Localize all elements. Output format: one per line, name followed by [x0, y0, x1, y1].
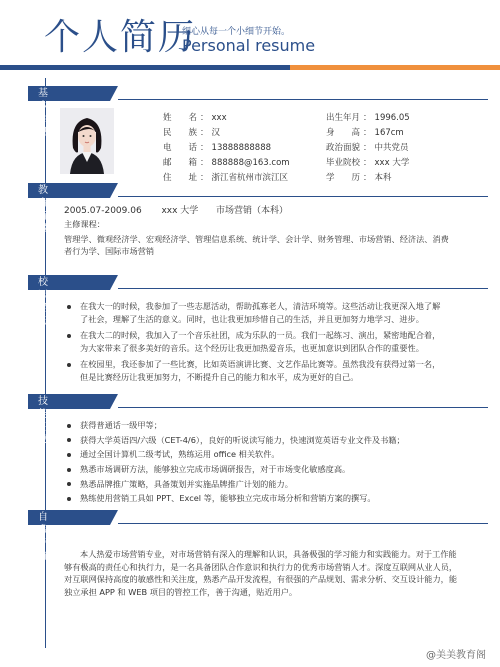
- campus-list: [66, 300, 446, 387]
- education-block: [64, 205, 454, 258]
- list-item: 获得普通话一级甲等；: [66, 419, 446, 432]
- basic-info-right: [326, 112, 410, 184]
- info-row: 学 历 ： 本科: [326, 173, 392, 183]
- list-item: 在我大一的时候，我参加了一些志愿活动，帮助孤寡老人，清洁环境等。这些活动让我更深入地了解了社会，理解了生活的意义。同时，也让我更加珍惜自己的生活，并且更加努力地学习、进步。: [66, 300, 446, 325]
- list-item: 熟练使用营销工具如 PPT、Excel 等，能够独立完成市场分析和营销方案的撰写。: [66, 492, 446, 505]
- list-item: 熟悉品牌推广策略，具备策划并实施品牌推广计划的能力。: [66, 478, 446, 491]
- page-subtitle: 细心从每一个小细节开始。: [182, 27, 291, 37]
- section-title: 教育背景: [38, 185, 48, 235]
- info-row: 民 族 ： 汉: [163, 128, 221, 138]
- list-item: 在校园里，我还参加了一些比赛，比如英语演讲比赛、文艺作品比赛等。虽然我没有获得过第一名，但是比赛经历让我更加努力，不断提升自己的能力和水平，成为更好的自己。: [66, 358, 446, 383]
- page-title-english: Personal resume: [182, 36, 316, 55]
- list-item: 获得大学英语四/六级（CET-4/6），良好的听说读写能力，快速浏览英语专业文件及书籍；: [66, 434, 446, 447]
- education-row: [64, 205, 454, 217]
- section-title: 技能证书: [38, 396, 48, 446]
- list-item: 通过全国计算机二级考试，熟练运用 office 相关软件。: [66, 448, 446, 461]
- info-row: 电 话 ： 13888888888: [163, 143, 272, 153]
- header-bar-orange: [290, 65, 500, 70]
- info-row: 毕业院校 ： xxx 大学: [326, 158, 410, 168]
- skills-list: [66, 419, 446, 507]
- section-title: 校园经历: [38, 277, 48, 327]
- courses-label: 主修课程：: [64, 219, 105, 229]
- watermark: @美美教育阁: [426, 650, 486, 661]
- education-period: 2005.07-2009.06: [64, 206, 142, 216]
- page-title: 个人简历: [44, 17, 197, 58]
- info-row: 出生年月 ： 1996.05: [326, 113, 410, 123]
- list-item: 在我大二的时候，我加入了一个音乐社团，成为乐队的一员。我们一起练习、演出，紧密地配合着，为大家带来了很多美好的音乐。这个经历让我更加热爱音乐，也更加意识到团队合作的重要性。: [66, 329, 446, 354]
- basic-info-left: [163, 112, 290, 184]
- section-title: 自我评价: [38, 512, 48, 562]
- info-row: 政治面貌 ： 中共党员: [326, 143, 409, 153]
- courses-text: 管理学、微观经济学、宏观经济学、管理信息系统、统计学、会计学、财务管理、市场营销、经济法、消费者行为学、国际市场营销: [64, 233, 449, 256]
- info-row: 身 高 ： 167cm: [326, 128, 404, 138]
- section-title: 基本信息: [38, 88, 48, 138]
- education-major: 市场营销（本科）: [216, 206, 289, 216]
- info-row: 住 址 ： 浙江省杭州市滨江区: [163, 173, 289, 183]
- info-row: 姓 名 ： xxx: [163, 113, 227, 123]
- education-school: xxx 大学: [161, 206, 199, 216]
- self-evaluation-text: 本人热爱市场营销专业，对市场营销有深入的理解和认识，具备极强的学习能力和实践能力。对于工作能够有极高的责任心和执行力，是一名具备团队合作意识和执行力的优秀市场营销人才。深度互联网从业人员，对互联网保持高度的敏感性和关注度，熟悉产品开发流程，有很强的产品规划、需求分析、交互设计能力，能独立承担 APP 和 WEB 项目的管控工作，善于沟通，贴近用户。: [64, 549, 458, 597]
- avatar-photo: [60, 108, 114, 174]
- info-row: 邮 箱 ： 888888@163.com: [163, 158, 290, 168]
- header-bar-blue: [0, 65, 290, 70]
- list-item: 熟悉市场调研方法，能够独立完成市场调研报告，对于市场变化敏感度高。: [66, 463, 446, 476]
